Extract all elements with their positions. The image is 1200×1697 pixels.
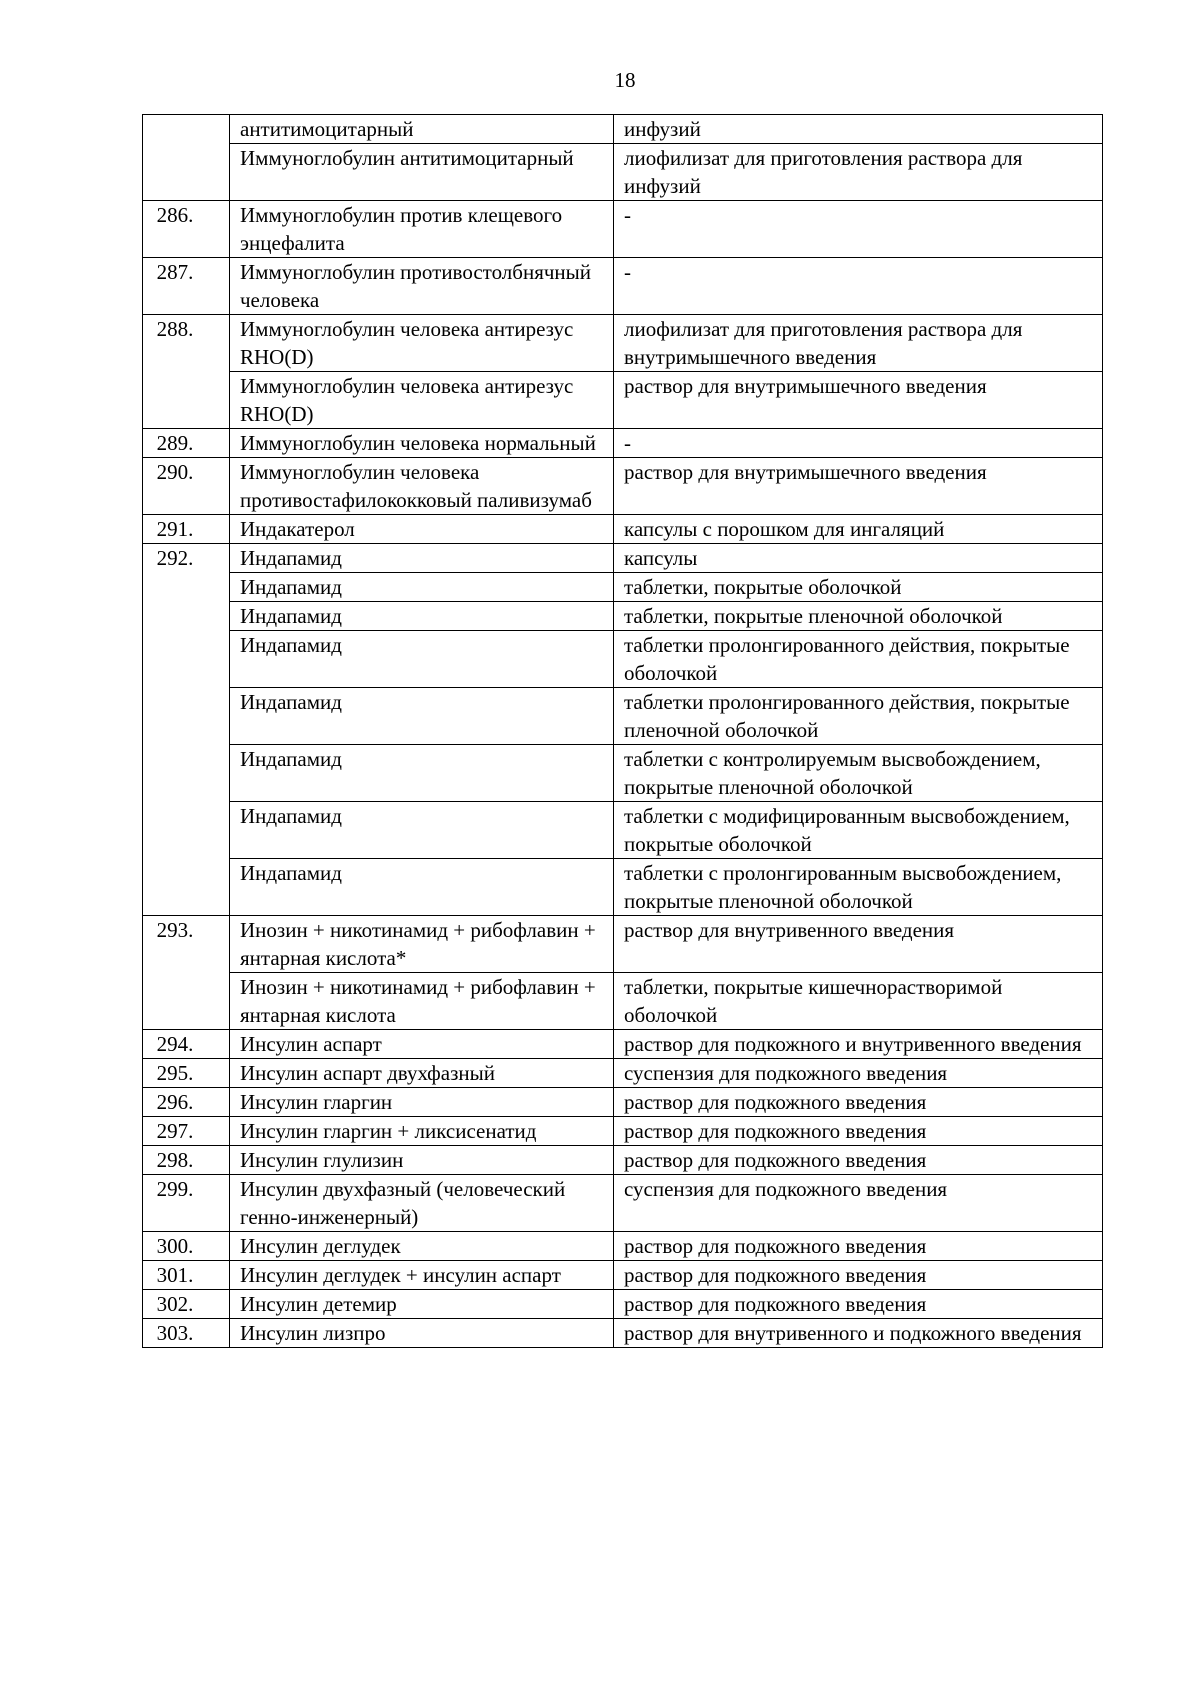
- dosage-form: таблетки пролонгированного действия, покрытые пленочной оболочкой: [614, 688, 1103, 745]
- drug-name: Иммуноглобулин человека антирезус RHO(D): [230, 372, 614, 429]
- row-number: 298.: [143, 1146, 230, 1175]
- dosage-form: таблетки, покрытые кишечнорастворимой оболочкой: [614, 973, 1103, 1030]
- table-row: [143, 631, 1103, 688]
- drug-name: Индапамид: [230, 602, 614, 631]
- row-number: 296.: [143, 1088, 230, 1117]
- drug-name: Инсулин аспарт двухфазный: [230, 1059, 614, 1088]
- table-row: [143, 973, 1103, 1030]
- table-row: [143, 115, 1103, 144]
- table-row: [143, 315, 1103, 372]
- drug-name: антитимоцитарный: [230, 115, 614, 144]
- dosage-form: раствор для подкожного введения: [614, 1117, 1103, 1146]
- drug-name: Инсулин аспарт: [230, 1030, 614, 1059]
- table-row: [143, 1319, 1103, 1348]
- drug-name: Иммуноглобулин антитимоцитарный: [230, 144, 614, 201]
- dosage-form: суспензия для подкожного введения: [614, 1059, 1103, 1088]
- table-row: [143, 1030, 1103, 1059]
- table-row: [143, 802, 1103, 859]
- row-number: 288.: [143, 315, 230, 429]
- row-number: [143, 115, 230, 201]
- drug-name: Инсулин лизпро: [230, 1319, 614, 1348]
- drug-table-body: [143, 115, 1103, 1348]
- table-row: [143, 1232, 1103, 1261]
- drug-name: Индапамид: [230, 745, 614, 802]
- dosage-form: раствор для внутримышечного введения: [614, 458, 1103, 515]
- table-row: [143, 916, 1103, 973]
- table-row: [143, 573, 1103, 602]
- dosage-form: -: [614, 258, 1103, 315]
- row-number: 294.: [143, 1030, 230, 1059]
- row-number: 299.: [143, 1175, 230, 1232]
- drug-name: Инозин + никотинамид + рибофлавин + янтарная кислота*: [230, 916, 614, 973]
- drug-name: Инсулин детемир: [230, 1290, 614, 1319]
- dosage-form: таблетки с модифицированным высвобождением, покрытые оболочкой: [614, 802, 1103, 859]
- drug-name: Иммуноглобулин против клещевого энцефалита: [230, 201, 614, 258]
- table-row: [143, 1261, 1103, 1290]
- table-row: [143, 515, 1103, 544]
- table-row: [143, 1175, 1103, 1232]
- table-row: [143, 1117, 1103, 1146]
- dosage-form: таблетки с контролируемым высвобождением, покрытые пленочной оболочкой: [614, 745, 1103, 802]
- drug-name: Инсулин двухфазный (человеческий генно-инженерный): [230, 1175, 614, 1232]
- table-row: [143, 745, 1103, 802]
- drug-name: Индапамид: [230, 688, 614, 745]
- drug-name: Индапамид: [230, 802, 614, 859]
- dosage-form: раствор для подкожного введения: [614, 1261, 1103, 1290]
- row-number: 295.: [143, 1059, 230, 1088]
- table-row: [143, 688, 1103, 745]
- table-row: [143, 859, 1103, 916]
- drug-name: Инсулин глулизин: [230, 1146, 614, 1175]
- dosage-form: раствор для подкожного введения: [614, 1290, 1103, 1319]
- drug-name: Инсулин деглудек + инсулин аспарт: [230, 1261, 614, 1290]
- drug-name: Иммуноглобулин человека противостафилококковый паливизумаб: [230, 458, 614, 515]
- dosage-form: инфузий: [614, 115, 1103, 144]
- row-number: 303.: [143, 1319, 230, 1348]
- table-row: [143, 372, 1103, 429]
- table-row: [143, 458, 1103, 515]
- drug-name: Инсулин гларгин: [230, 1088, 614, 1117]
- row-number: 300.: [143, 1232, 230, 1261]
- row-number: 289.: [143, 429, 230, 458]
- table-row: [143, 144, 1103, 201]
- drug-name: Индапамид: [230, 544, 614, 573]
- dosage-form: таблетки, покрытые пленочной оболочкой: [614, 602, 1103, 631]
- drug-name: Инозин + никотинамид + рибофлавин + янтарная кислота: [230, 973, 614, 1030]
- table-row: [143, 258, 1103, 315]
- row-number: 301.: [143, 1261, 230, 1290]
- row-number: 286.: [143, 201, 230, 258]
- dosage-form: раствор для внутривенного и подкожного введения: [614, 1319, 1103, 1348]
- drug-name: Индапамид: [230, 631, 614, 688]
- drug-table: [142, 114, 1103, 1348]
- dosage-form: лиофилизат для приготовления раствора для внутримышечного введения: [614, 315, 1103, 372]
- drug-name: Индапамид: [230, 859, 614, 916]
- dosage-form: раствор для подкожного введения: [614, 1232, 1103, 1261]
- dosage-form: раствор для внутривенного введения: [614, 916, 1103, 973]
- dosage-form: таблетки пролонгированного действия, покрытые оболочкой: [614, 631, 1103, 688]
- dosage-form: раствор для подкожного введения: [614, 1146, 1103, 1175]
- dosage-form: раствор для подкожного введения: [614, 1088, 1103, 1117]
- dosage-form: раствор для подкожного и внутривенного введения: [614, 1030, 1103, 1059]
- drug-name: Индапамид: [230, 573, 614, 602]
- dosage-form: таблетки с пролонгированным высвобождением, покрытые пленочной оболочкой: [614, 859, 1103, 916]
- table-row: [143, 1290, 1103, 1319]
- dosage-form: -: [614, 429, 1103, 458]
- drug-name: Иммуноглобулин человека антирезус RHO(D): [230, 315, 614, 372]
- dosage-form: -: [614, 201, 1103, 258]
- drug-name: Иммуноглобулин противостолбнячный человека: [230, 258, 614, 315]
- row-number: 293.: [143, 916, 230, 1030]
- table-row: [143, 1146, 1103, 1175]
- dosage-form: лиофилизат для приготовления раствора для инфузий: [614, 144, 1103, 201]
- table-row: [143, 544, 1103, 573]
- row-number: 291.: [143, 515, 230, 544]
- dosage-form: суспензия для подкожного введения: [614, 1175, 1103, 1232]
- drug-name: Инсулин деглудек: [230, 1232, 614, 1261]
- drug-name: Индакатерол: [230, 515, 614, 544]
- dosage-form: капсулы: [614, 544, 1103, 573]
- row-number: 292.: [143, 544, 230, 916]
- drug-name: Инсулин гларгин + ликсисенатид: [230, 1117, 614, 1146]
- row-number: 287.: [143, 258, 230, 315]
- drug-name: Иммуноглобулин человека нормальный: [230, 429, 614, 458]
- dosage-form: таблетки, покрытые оболочкой: [614, 573, 1103, 602]
- row-number: 290.: [143, 458, 230, 515]
- table-row: [143, 429, 1103, 458]
- table-row: [143, 602, 1103, 631]
- table-row: [143, 201, 1103, 258]
- dosage-form: раствор для внутримышечного введения: [614, 372, 1103, 429]
- row-number: 297.: [143, 1117, 230, 1146]
- row-number: 302.: [143, 1290, 230, 1319]
- table-row: [143, 1059, 1103, 1088]
- page-number: 18: [614, 68, 636, 92]
- table-row: [143, 1088, 1103, 1117]
- dosage-form: капсулы с порошком для ингаляций: [614, 515, 1103, 544]
